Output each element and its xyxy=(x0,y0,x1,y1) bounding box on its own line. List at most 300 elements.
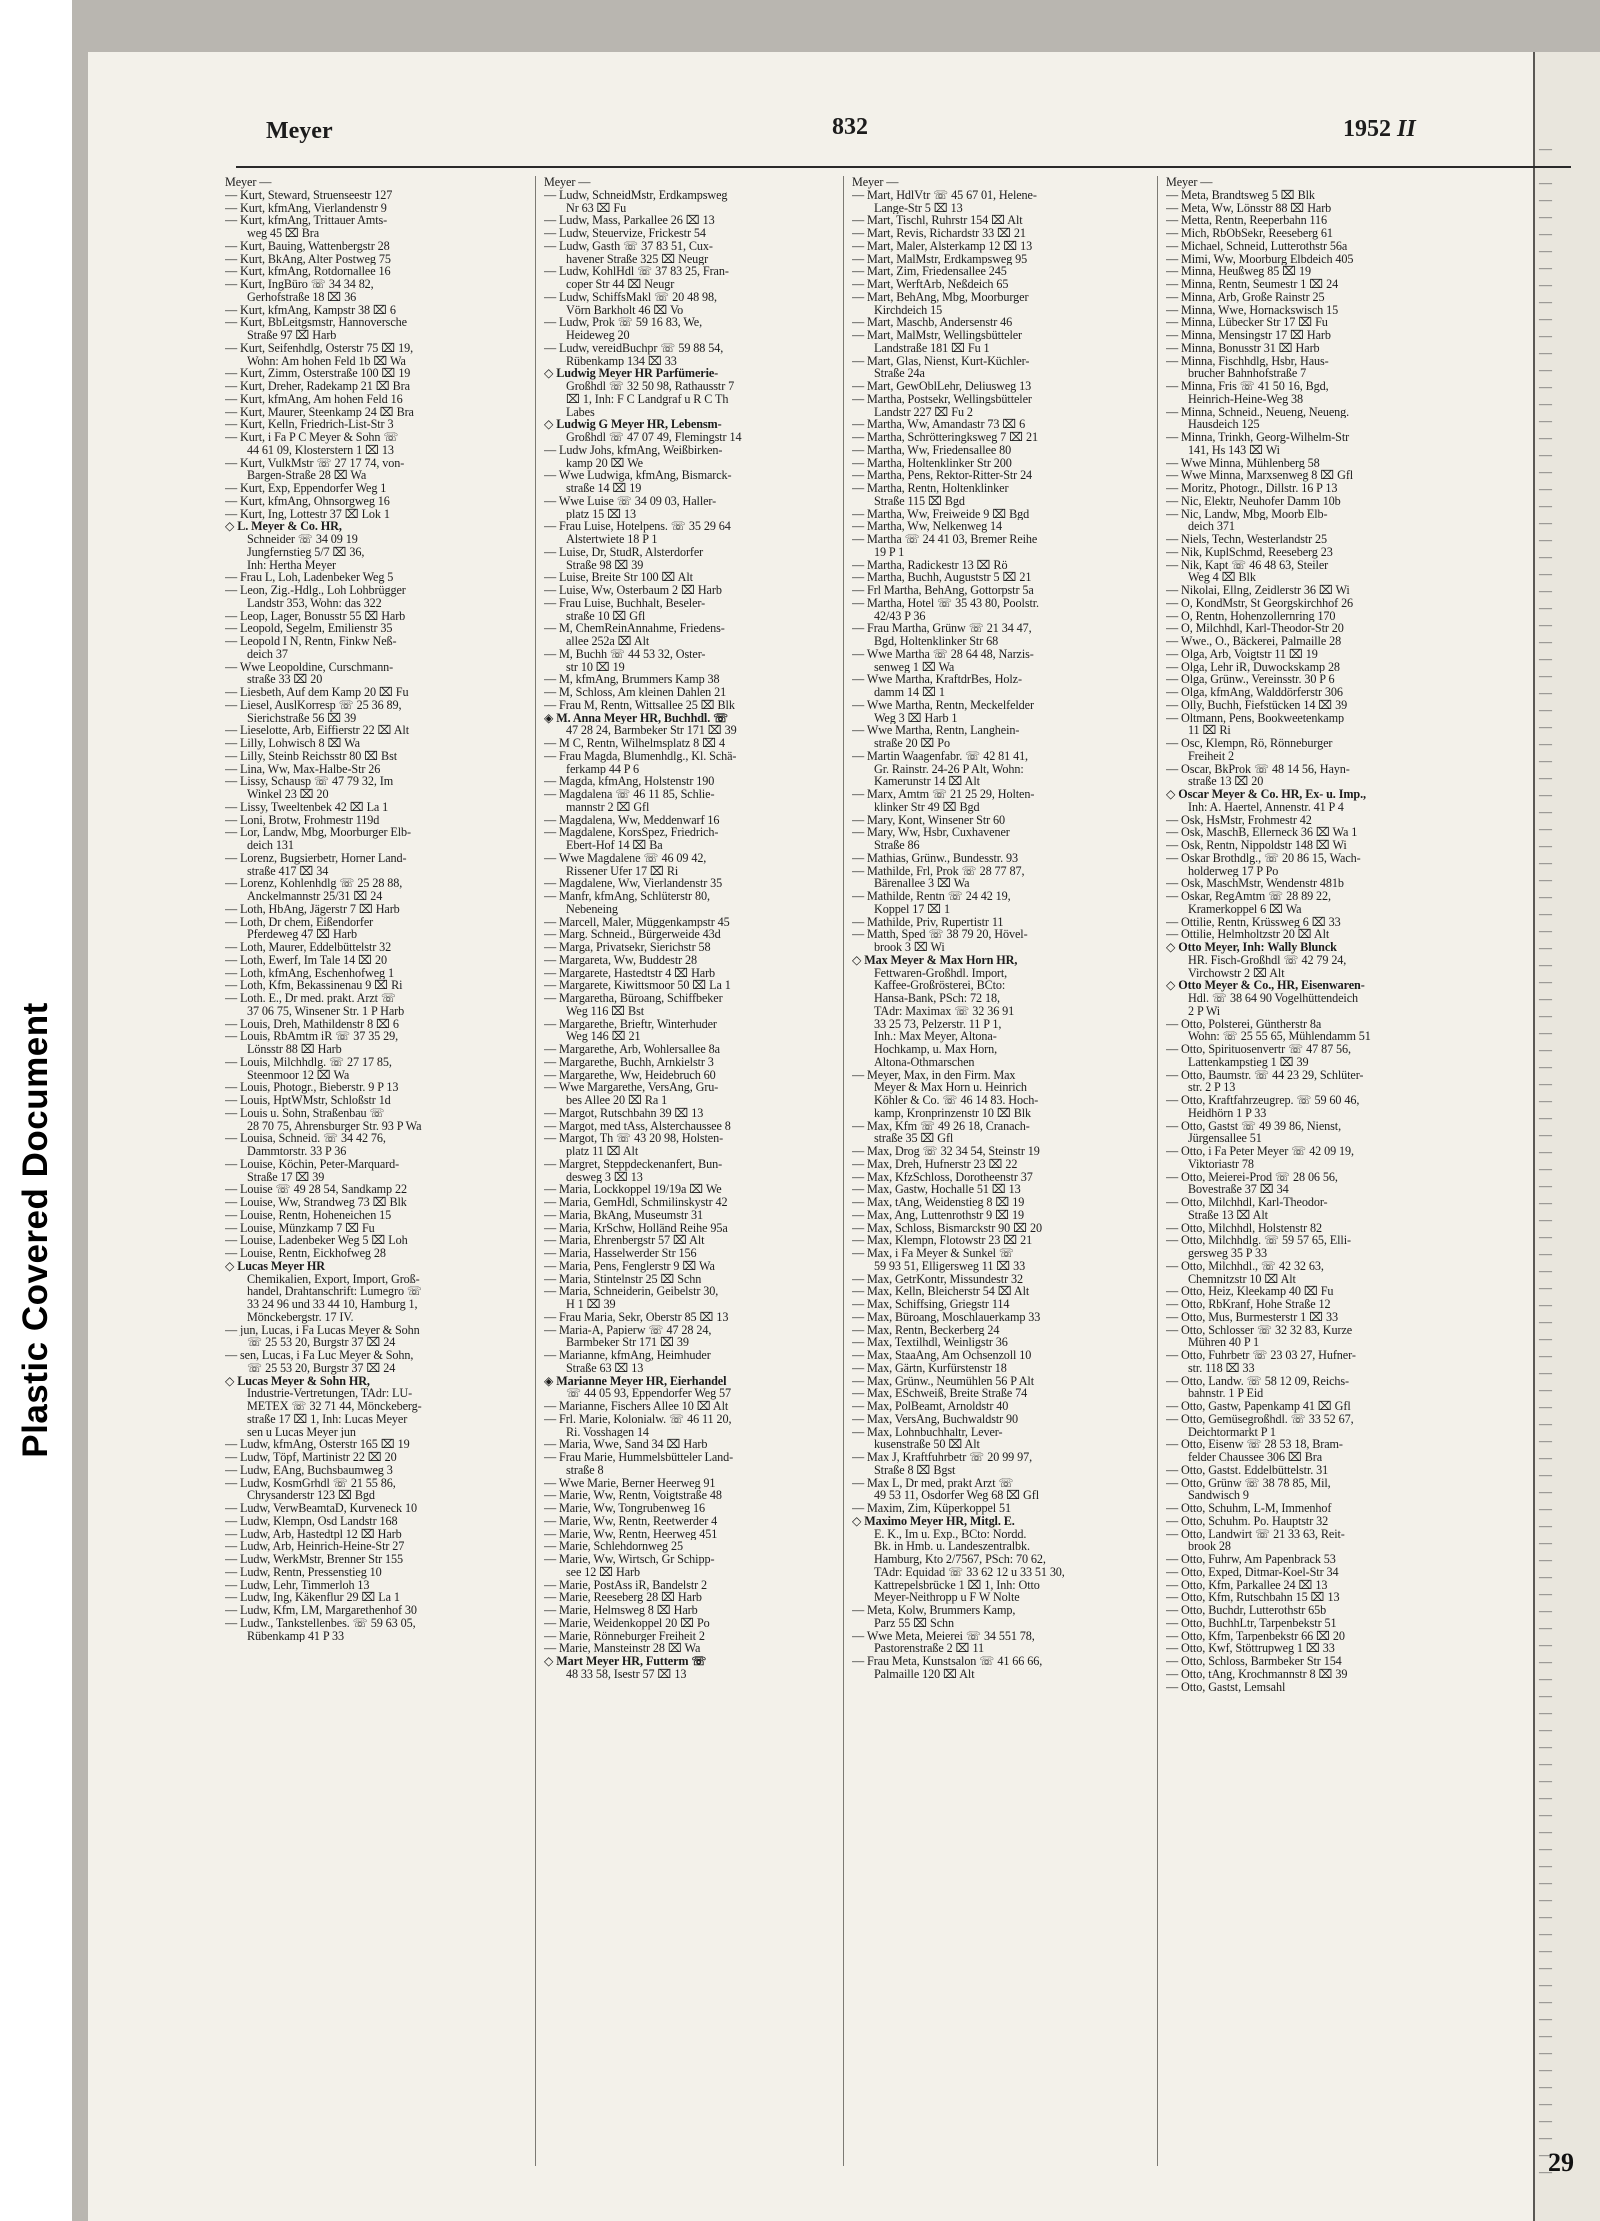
directory-entry-line: — Louise, Ladenbeker Weg 5 ⌧ Loh xyxy=(225,1234,408,1247)
adjacent-page-text-fragment: — xyxy=(1539,1144,1552,1159)
directory-entry-line: 28 70 75, Ahrensburger Str. 93 P Wa xyxy=(247,1119,422,1133)
directory-entry-line: Koppel 17 ⌧ 1 xyxy=(874,902,951,916)
directory-entry-line: — Ottilie, Rentn, Krüssweg 6 ⌧ 33 xyxy=(1166,915,1341,929)
directory-entry-line: ⌧ 1, Inh: F C Landgraf u R C Th xyxy=(566,392,729,406)
directory-entry-line: — Louis, Dreh, Mathildenstr 8 ⌧ 6 xyxy=(225,1017,399,1031)
adjacent-page-text-fragment: — xyxy=(1539,804,1552,819)
adjacent-page-text-fragment: — xyxy=(1539,141,1552,156)
directory-entry-line: allee 252a ⌧ Alt xyxy=(566,635,650,648)
directory-entry-line: — O, KondMstr, St Georgskirchhof 26 xyxy=(1166,596,1354,610)
adjacent-page-text-fragment: — xyxy=(1539,974,1552,989)
directory-entry-line: — Louise ☏ 49 28 54, Sandkamp 22 xyxy=(225,1183,407,1196)
directory-entry-line: — Kurt, Dreher, Radekamp 21 ⌧ Bra xyxy=(225,380,410,393)
directory-entry-line: Lattenkampstieg 1 ⌧ 39 xyxy=(1188,1055,1309,1069)
directory-entry-line: kusenstraße 50 ⌧ Alt xyxy=(874,1438,980,1451)
directory-entry-line: — Margot, med tAss, Alsterchaussee 8 xyxy=(544,1119,731,1133)
directory-entry-line: — Maria, Hasselwerder Str 156 xyxy=(544,1247,697,1260)
directory-entry-line: — Leopold, Segelm, Emilienstr 35 xyxy=(225,622,393,635)
adjacent-page-text-fragment: — xyxy=(1539,770,1552,785)
directory-entry-line: Straße 13 ⌧ Alt xyxy=(1188,1208,1268,1222)
directory-entry-line: — Wwe Margarethe, VersAng, Gru- xyxy=(544,1081,719,1094)
directory-entry-line: — Louise, Münzkamp 7 ⌧ Fu xyxy=(225,1221,375,1235)
directory-entry-line: — Ludw Johs, kfmAng, Weißbirken- xyxy=(544,443,723,457)
adjacent-page-text-fragment: — xyxy=(1539,855,1552,870)
directory-entry-line: — Nik, KuplSchmd, Reeseberg 23 xyxy=(1166,545,1333,559)
directory-entry-line: desweg 3 ⌧ 13 xyxy=(566,1170,643,1184)
adjacent-page-text-fragment: — xyxy=(1539,991,1552,1006)
directory-entry-line: — Lor, Landw, Mbg, Moorburger Elb- xyxy=(225,826,411,839)
directory-entry-line: — Martin Waagenfabr. ☏ 42 81 41, xyxy=(852,749,1029,763)
directory-entry-line: — Leopold I N, Rentn, Finkw Neß- xyxy=(225,635,397,648)
directory-entry-line: — Margareta, Ww, Buddestr 28 xyxy=(544,953,698,967)
directory-entry-line: — Otto, Kfm, Rutschbahn 15 ⌧ 13 xyxy=(1166,1591,1340,1604)
directory-entry-line: 48 33 58, Isestr 57 ⌧ 13 xyxy=(566,1667,687,1681)
directory-entry-line: — Max, Kelln, Bleicherstr 54 ⌧ Alt xyxy=(852,1285,1030,1298)
directory-entry-line: — M, Buchh ☏ 44 53 32, Oster- xyxy=(544,647,706,661)
directory-entry-line: ◈ M. Anna Meyer HR, Buchhdl. ☏ xyxy=(544,711,729,725)
directory-entry-line: Lange-Str 5 ⌧ 13 xyxy=(874,201,963,215)
directory-entry-line: Straße 8 ⌧ Bgst xyxy=(874,1463,956,1477)
adjacent-page-text-fragment: — xyxy=(1539,2062,1552,2077)
directory-entry-line: Virchowstr 2 ⌧ Alt xyxy=(1188,966,1285,980)
adjacent-page-text-fragment: — xyxy=(1539,1348,1552,1363)
directory-entry-line: — Otto, Exped, Ditmar-Koel-Str 34 xyxy=(1166,1565,1339,1579)
directory-entry-line: handel, Drahtanschrift: Lumegro ☏ xyxy=(247,1285,423,1298)
adjacent-page-text-fragment: — xyxy=(1539,1008,1552,1023)
adjacent-page-text-fragment: — xyxy=(1539,1246,1552,1261)
directory-entry-line: — Kurt, Zimm, Osterstraße 100 ⌧ 19 xyxy=(225,367,411,380)
adjacent-page-text-fragment: — xyxy=(1539,2079,1552,2094)
directory-entry-line: Hamburg, Kto 2/7567, PSch: 70 62, xyxy=(874,1553,1046,1566)
directory-entry-line: Deichtormarkt P 1 xyxy=(1188,1425,1276,1439)
directory-entry-line: — Otto, Schuhm, L-M, Immenhof xyxy=(1166,1502,1332,1515)
directory-entry-line: — Louise, Ww, Strandweg 73 ⌧ Blk xyxy=(225,1196,407,1209)
directory-entry-line: straße 13 ⌧ 20 xyxy=(1188,775,1264,788)
directory-entry-line: — Minna, Fischhdlg, Hsbr, Haus- xyxy=(1166,354,1329,368)
directory-entry-line: — Ludw, SchiffsMakl ☏ 20 48 98, xyxy=(544,290,717,304)
adjacent-page-text-fragment: — xyxy=(1539,872,1552,887)
adjacent-page-text-fragment: — xyxy=(1539,1059,1552,1074)
directory-entry-line: — Max, i Fa Meyer & Sunkel ☏ xyxy=(852,1247,1015,1260)
directory-entry-line: ◇ Lucas Meyer & Sohn HR, xyxy=(225,1374,370,1388)
adjacent-page-text-fragment: — xyxy=(1539,2164,1552,2179)
directory-entry-line: 33 25 73, Pelzerstr. 11 P 1, xyxy=(874,1017,1002,1031)
directory-entry-line: — Ludw, Mass, Parkallee 26 ⌧ 13 xyxy=(544,214,715,227)
adjacent-page-text-fragment: — xyxy=(1539,209,1552,224)
directory-entry-line: straße 10 ⌧ Gfl xyxy=(566,609,646,623)
adjacent-page-text-fragment: — xyxy=(1539,1586,1552,1601)
adjacent-page-text-fragment: — xyxy=(1539,1484,1552,1499)
directory-entry-line: — Marie, Rönneburger Freiheit 2 xyxy=(544,1629,705,1643)
directory-entry-line: straße 20 ⌧ Po xyxy=(874,737,950,750)
directory-entry-line: ◇ Lucas Meyer HR xyxy=(225,1259,325,1273)
directory-entry-line: Kamerunstr 14 ⌧ Alt xyxy=(874,775,980,788)
directory-entry-line: Palmaille 120 ⌧ Alt xyxy=(874,1667,975,1681)
directory-entry-line: Großhdl ☏ 32 50 98, Rathausstr 7 xyxy=(566,380,735,393)
directory-entry-line: — Ludw, vereidBuchpr ☏ 59 88 54, xyxy=(544,341,724,355)
adjacent-page-text-fragment: — xyxy=(1539,1569,1552,1584)
directory-entry-line: Weg 3 ⌧ Harb 1 xyxy=(874,711,958,725)
directory-entry-line: — Otto, Kfm, Parkallee 24 ⌧ 13 xyxy=(1166,1578,1328,1592)
adjacent-page-text-fragment: — xyxy=(1539,1501,1552,1516)
directory-entry-line: — Marx, Amtm ☏ 21 25 29, Holten- xyxy=(852,788,1035,801)
adjacent-page-text-fragment: — xyxy=(1539,1858,1552,1873)
directory-entry-line: Heidhörn 1 P 33 xyxy=(1188,1106,1267,1120)
directory-entry-line: — Meyer, Max, in den Firm. Max xyxy=(852,1068,1016,1082)
directory-entry-line: — Max, Kfm ☏ 49 26 18, Cranach- xyxy=(852,1119,1030,1133)
directory-entry-line: brucher Bahnhofstraße 7 xyxy=(1188,367,1307,380)
adjacent-page-text-fragment: — xyxy=(1539,1909,1552,1924)
directory-entry-line: havener Straße 325 ⌧ Neugr xyxy=(566,252,709,266)
directory-entry-line: — Loth, kfmAng, Eschenhofweg 1 xyxy=(225,966,394,980)
directory-entry-line: — Frau Luise, Hotelpens. ☏ 35 29 64 xyxy=(544,520,731,533)
adjacent-page-text-fragment: — xyxy=(1539,1535,1552,1550)
header-volume: II xyxy=(1397,116,1416,142)
directory-entry-line: — Max J, Kraftfuhrbetr ☏ 20 99 97, xyxy=(852,1451,1033,1464)
directory-entry-line: — Mart, HdlVtr ☏ 45 67 01, Helene- xyxy=(852,188,1037,202)
directory-entry-line: Steenmoor 12 ⌧ Wa xyxy=(247,1068,350,1082)
directory-entry-line: — Nic, Landw, Mbg, Moorb Elb- xyxy=(1166,507,1328,521)
directory-entry-line: — Maria, Ehrenbergstr 57 ⌧ Alt xyxy=(544,1234,705,1247)
directory-entry-line: ◇ Mart Meyer HR, Futterm ☏ xyxy=(544,1655,707,1668)
directory-entry-line: Rübenkamp 134 ⌧ 33 xyxy=(566,354,677,368)
directory-column-3 xyxy=(843,176,1162,2166)
directory-entry-line: — Marie, Ww, Rentn, Heerweg 451 xyxy=(544,1527,718,1541)
directory-entry-line: straße 8 xyxy=(566,1463,604,1477)
directory-entry-line: Gerhofstraße 18 ⌧ 36 xyxy=(247,290,357,304)
directory-entry-line: 42/43 P 36 xyxy=(874,609,926,623)
directory-entry-line: — Olga, Arb, Voigtstr 11 ⌧ 19 xyxy=(1166,647,1318,661)
directory-entry-line: Viktoriastr 78 xyxy=(1188,1157,1254,1171)
directory-entry-line: straße 14 ⌧ 19 xyxy=(566,482,642,495)
directory-entry-line: Wohn: ☏ 25 55 65, Mühlendamm 51 xyxy=(1188,1030,1371,1043)
directory-entry-line: — Margot, Rutschbahn 39 ⌧ 13 xyxy=(544,1106,704,1120)
directory-entry-line: — Frau Martha, Grünw ☏ 21 34 47, xyxy=(852,622,1032,635)
directory-entry-line: Kattrepelsbrücke 1 ⌧ 1, Inh: Otto xyxy=(874,1578,1040,1592)
directory-entry-line: Schneider ☏ 34 09 19 xyxy=(247,533,358,546)
adjacent-page-strip xyxy=(1533,52,1600,2221)
directory-entry-line: — Magdalena ☏ 46 11 85, Schlie- xyxy=(544,788,715,801)
directory-entry-line: — Max, Rentn, Beckerberg 24 xyxy=(852,1323,1000,1337)
adjacent-page-text-fragment: — xyxy=(1539,549,1552,564)
directory-entry-line: Freiheit 2 xyxy=(1188,749,1235,763)
directory-entry-line: Straße 17 ⌧ 39 xyxy=(247,1170,325,1184)
directory-entry-line: — Martha, Ww, Nelkenweg 14 xyxy=(852,520,1003,533)
adjacent-page-text-fragment: — xyxy=(1539,1688,1552,1703)
directory-entry-line: — Otto, Milchhdl, Holstenstr 82 xyxy=(1166,1221,1323,1235)
directory-entry-line: — Mary, Ww, Hsbr, Cuxhavener xyxy=(852,826,1010,839)
directory-entry-line: — Frau Magda, Blumenhdlg., Kl. Schä- xyxy=(544,749,737,763)
directory-entry-line: — Otto, Milchhdl, Karl-Theodor- xyxy=(1166,1196,1328,1209)
adjacent-page-text-fragment: — xyxy=(1539,651,1552,666)
directory-entry-line: — Nic, Elektr, Neuhofer Damm 10b xyxy=(1166,494,1341,508)
directory-entry-line: — Niels, Techn, Westerlandstr 25 xyxy=(1166,533,1328,546)
directory-entry-line: — Wwe Martha, Rentn, Langhein- xyxy=(852,724,1020,737)
directory-entry-line: — sen, Lucas, i Fa Luc Meyer & Sohn, xyxy=(225,1349,414,1362)
directory-entry-line: — Otto, Gemüsegroßhdl. ☏ 33 52 67, xyxy=(1166,1412,1354,1426)
directory-entry-line: — Meta, Kolw, Brummers Kamp, xyxy=(852,1604,1016,1617)
directory-entry-line: TAdr: Equidad ☏ 33 62 12 u 33 51 30, xyxy=(874,1565,1065,1579)
directory-entry-line: — Olly, Buchh, Fiefstücken 14 ⌧ 39 xyxy=(1166,698,1348,712)
directory-entry-line: coper Str 44 ⌧ Neugr xyxy=(566,278,675,291)
directory-entry-line: — Moritz, Photogr., Dillstr. 16 P 13 xyxy=(1166,482,1338,495)
directory-entry-line: ◇ Ludwig Meyer HR Parfümerie- xyxy=(544,367,719,380)
directory-entry-line: — Loth, Dr chem, Eißendorfer xyxy=(225,915,374,929)
directory-entry-line: — Marie, Ww, Rentn, Reetwerder 4 xyxy=(544,1514,718,1528)
header-year-value: 1952 xyxy=(1343,116,1391,142)
directory-entry-line: weg 45 ⌧ Bra xyxy=(247,227,320,240)
directory-entry-line: — Nikolai, Ellng, Zeidlerstr 36 ⌧ Wi xyxy=(1166,584,1350,597)
adjacent-page-text-fragment: — xyxy=(1539,447,1552,462)
directory-entry-line: Meyer — xyxy=(1166,176,1213,189)
directory-entry-line: — Mart, Zim, Friedensallee 245 xyxy=(852,265,1007,278)
directory-entry-line: — Kurt, kfmAng, Rotdornallee 16 xyxy=(225,265,391,278)
adjacent-page-text-fragment: — xyxy=(1539,1603,1552,1618)
directory-entry-line: — Otto, Schuhm. Po. Hauptstr 32 xyxy=(1166,1514,1329,1528)
directory-entry-line: — Marianne, Fischers Allee 10 ⌧ Alt xyxy=(544,1400,729,1413)
directory-entry-line: — Martha ☏ 24 41 03, Bremer Reihe xyxy=(852,533,1038,546)
directory-entry-line: — Ludw, Rentn, Pressenstieg 10 xyxy=(225,1565,382,1579)
adjacent-page-text-fragment: — xyxy=(1539,1960,1552,1975)
directory-entry-line: — Loth, HbAng, Jägerstr 7 ⌧ Harb xyxy=(225,902,400,916)
directory-entry-line: — Luise, Ww, Osterbaum 2 ⌧ Harb xyxy=(544,584,722,597)
directory-entry-line: Straße 98 ⌧ 39 xyxy=(566,558,644,572)
adjacent-page-text-fragment: — xyxy=(1539,1790,1552,1805)
directory-entry-line: 11 ⌧ Ri xyxy=(1188,724,1231,737)
directory-entry-line: ◈ Marianne Meyer HR, Eierhandel xyxy=(544,1374,727,1388)
directory-entry-line: — Maria, Pens, Fenglerstr 9 ⌧ Wa xyxy=(544,1259,715,1273)
directory-entry-line: — Marie, Helmsweg 8 ⌧ Harb xyxy=(544,1604,698,1617)
directory-entry-line: ◇ Ludwig G Meyer HR, Lebensm- xyxy=(544,418,722,431)
directory-entry-line: — Meta, Ww, Lönsstr 88 ⌧ Harb xyxy=(1166,201,1332,215)
directory-entry-line: Straße 24a xyxy=(874,367,925,380)
directory-entry-line: — Marie, Ww, Wirtsch, Gr Schipp- xyxy=(544,1553,715,1566)
directory-entry-line: Altona-Othmarschen xyxy=(874,1055,975,1069)
directory-entry-line: — Loni, Brotw, Frohmestr 119d xyxy=(225,813,380,827)
page-header xyxy=(170,110,1460,170)
directory-entry-line: — Louis, HptWMstr, Schloßstr 1d xyxy=(225,1094,391,1107)
directory-entry-line: — Ludw, Kfm, LM, Margarethenhof 30 xyxy=(225,1604,417,1617)
directory-entry-line: Lönsstr 88 ⌧ Harb xyxy=(247,1043,342,1056)
directory-entry-line: — Mart, WerftArb, Neßdeich 65 xyxy=(852,278,1009,291)
sidebar-label: Plastic Covered Document xyxy=(16,1002,55,1458)
directory-entry-line: — Max, KfzSchloss, Dorotheenstr 37 xyxy=(852,1170,1033,1184)
directory-entry-line: — Otto, Fuhrbetr ☏ 23 03 27, Hufner- xyxy=(1166,1349,1356,1362)
adjacent-page-text-fragment: — xyxy=(1539,753,1552,768)
directory-entry-line: — Max, Dreh, Hufnerstr 23 ⌧ 22 xyxy=(852,1157,1018,1171)
directory-entry-line: — Ludw, kfmAng, Osterstr 165 ⌧ 19 xyxy=(225,1438,410,1451)
adjacent-page-text-fragment: — xyxy=(1539,481,1552,496)
directory-entry-line: Winkel 23 ⌧ 20 xyxy=(247,788,329,801)
directory-entry-line: — Marie, Schlehdornweg 25 xyxy=(544,1540,683,1553)
directory-entry-line: — Kurt, Ing, Lottestr 37 ⌧ Lok 1 xyxy=(225,507,390,521)
directory-entry-line: — Max L, Dr med, prakt Arzt ☏ xyxy=(852,1476,1014,1490)
adjacent-page-text-fragment: — xyxy=(1539,1433,1552,1448)
directory-entry-line: — Oscar, BkProk ☏ 48 14 56, Hayn- xyxy=(1166,762,1350,776)
directory-entry-line: kamp 20 ⌧ We xyxy=(566,456,643,470)
directory-entry-line: — Marie, PostAss iR, Bandelstr 2 xyxy=(544,1578,708,1592)
directory-entry-line: Mühren 40 P 1 xyxy=(1188,1336,1260,1349)
directory-entry-line: — Frau M, Rentn, Wittsallee 25 ⌧ Blk xyxy=(544,698,735,712)
adjacent-page-text-fragment: — xyxy=(1539,1314,1552,1329)
directory-entry-line: Anckelmannstr 25/31 ⌧ 24 xyxy=(247,890,383,903)
directory-entry-line: sen u Lucas Meyer jun xyxy=(247,1425,356,1439)
directory-entry-line: Jürgensallee 51 xyxy=(1188,1132,1262,1145)
adjacent-page-text-fragment: — xyxy=(1539,294,1552,309)
directory-entry-line: — Olga, Grünw., Vereinsstr. 30 P 6 xyxy=(1166,673,1335,686)
directory-entry-line: deich 131 xyxy=(247,839,294,852)
directory-entry-line: — Magda, kfmAng, Holstenstr 190 xyxy=(544,775,715,788)
directory-entry-line: Weg 116 ⌧ Bst xyxy=(566,1004,645,1018)
directory-entry-line: — Marie, Reeseberg 28 ⌧ Harb xyxy=(544,1591,702,1604)
directory-entry-line: — Ludw, Lehr, Timmerloh 13 xyxy=(225,1578,370,1592)
adjacent-page-text-fragment: — xyxy=(1539,1297,1552,1312)
directory-entry-line: Meyer — xyxy=(852,176,899,189)
adjacent-page-text-fragment: — xyxy=(1539,668,1552,683)
directory-entry-line: — Maria, Wwe, Sand 34 ⌧ Harb xyxy=(544,1438,708,1451)
directory-entry-line: — Mathilde, Priv, Rupertistr 11 xyxy=(852,915,1004,929)
directory-entry-line: — Lissy, Schausp ☏ 47 79 32, Im xyxy=(225,775,394,788)
directory-entry-line: — jun, Lucas, i Fa Lucas Meyer & Sohn xyxy=(225,1323,420,1337)
directory-entry-line: Meyer & Max Horn u. Heinrich xyxy=(874,1081,1027,1094)
directory-entry-line: — Olga, kfmAng, Walddörferstr 306 xyxy=(1166,686,1343,699)
directory-entry-line: — Otto, Landw. ☏ 58 12 09, Reichs- xyxy=(1166,1374,1350,1388)
directory-entry-line: Industrie-Vertretungen, TAdr: LU- xyxy=(247,1387,413,1400)
directory-entry-line: — Oskar Brothdlg., ☏ 20 86 15, Wach- xyxy=(1166,851,1361,865)
directory-entry-line: — Osc, Klempn, Rö, Rönneburger xyxy=(1166,737,1333,750)
directory-entry-line: Labes xyxy=(566,405,595,419)
directory-entry-line: — Ottilie, Helmholtzstr 20 ⌧ Alt xyxy=(1166,928,1330,941)
directory-entry-line: — Otto, Spirituosenvertr ☏ 47 87 56, xyxy=(1166,1043,1351,1056)
directory-entry-line: str. 2 P 13 xyxy=(1188,1081,1236,1094)
directory-entry-line: str. 118 ⌧ 33 xyxy=(1188,1361,1255,1375)
directory-entry-line: Landstr 227 ⌧ Fu 2 xyxy=(874,405,973,419)
directory-entry-line: Meyer — xyxy=(544,176,591,189)
adjacent-page-text-fragment: — xyxy=(1539,498,1552,513)
directory-entry-line: — Otto, tAng, Krochmannstr 8 ⌧ 39 xyxy=(1166,1667,1348,1681)
directory-entry-line: — Max, Schloss, Bismarckstr 90 ⌧ 20 xyxy=(852,1221,1042,1235)
directory-entry-line: — Otto, Buchdr, Lutterothstr 65b xyxy=(1166,1604,1327,1617)
directory-entry-line: — Ludw, Ing, Käkenflur 29 ⌧ La 1 xyxy=(225,1591,400,1604)
directory-entry-line: Bgd, Holtenklinker Str 68 xyxy=(874,635,999,648)
directory-entry-line: — Louis, Photogr., Bieberstr. 9 P 13 xyxy=(225,1081,399,1094)
directory-entry-line: ☏ 25 53 20, Burgstr 37 ⌧ 24 xyxy=(247,1361,396,1375)
directory-entry-line: Hdl. ☏ 38 64 90 Vogelhüttendeich xyxy=(1188,992,1359,1005)
directory-entry-line: — Margarethe, Ww, Heidebruch 60 xyxy=(544,1068,716,1082)
directory-entry-line: — Margret, Steppdeckenanfert, Bun- xyxy=(544,1157,723,1171)
directory-entry-line: — Martha, Ww, Freiweide 9 ⌧ Bgd xyxy=(852,507,1030,521)
directory-entry-line: Straße 97 ⌧ Harb xyxy=(247,329,337,342)
directory-entry-line: platz 15 ⌧ 13 xyxy=(566,507,636,521)
directory-entry-line: — Lieselotte, Arb, Eiffierstr 22 ⌧ Alt xyxy=(225,724,409,737)
directory-entry-line: — Otto, BuchhLtr, Tarpenbekstr 51 xyxy=(1166,1616,1337,1630)
directory-entry-line: Sandwisch 9 xyxy=(1188,1489,1249,1502)
directory-entry-line: — Ludw, WerkMstr, Brenner Str 155 xyxy=(225,1553,404,1566)
adjacent-page-text-fragment: — xyxy=(1539,2130,1552,2145)
directory-entry-line: — Wwe Martha ☏ 28 64 48, Narzis- xyxy=(852,647,1034,661)
directory-entry-line: Bargen-Straße 28 ⌧ Wa xyxy=(247,469,367,482)
directory-entry-line: — Mart, GewOblLehr, Deliusweg 13 xyxy=(852,380,1032,393)
directory-entry-line: brook 3 ⌧ Wi xyxy=(874,941,945,954)
directory-entry-line: — Minna, Wwe, Hornackswisch 15 xyxy=(1166,303,1339,317)
directory-entry-line: — Mathilde, Rentn ☏ 24 42 19, xyxy=(852,890,1011,903)
directory-entry-line: — Michael, Schneid, Lutterothstr 56a xyxy=(1166,239,1348,253)
directory-entry-line: — Otto, Grünw ☏ 38 78 85, Mil, xyxy=(1166,1476,1331,1490)
directory-entry-line: Bk. in Hmb. u. Landeszentralbk. xyxy=(874,1540,1030,1553)
directory-entry-line: — Louis, RbAmtm iR ☏ 37 35 29, xyxy=(225,1030,399,1043)
directory-entry-line: Hochkamp, u. Max Horn, xyxy=(874,1043,998,1056)
directory-entry-line: — Kurt, IngBüro ☏ 34 34 82, xyxy=(225,278,374,291)
adjacent-page-text-fragment: — xyxy=(1539,277,1552,292)
directory-entry-line: Dammtorstr. 33 P 36 xyxy=(247,1145,347,1158)
directory-entry-line: — Kurt, Exp, Eppendorfer Weg 1 xyxy=(225,482,387,495)
adjacent-page-text-fragment: — xyxy=(1539,1093,1552,1108)
directory-entry-line: — Marga, Privatsekr, Sierichstr 58 xyxy=(544,941,711,954)
directory-entry-line: — Mary, Kont, Winsener Str 60 xyxy=(852,813,1005,827)
directory-entry-line: — Otto, Mus, Burmesterstr 1 ⌧ 33 xyxy=(1166,1310,1338,1324)
adjacent-page-text-fragment: — xyxy=(1539,243,1552,258)
directory-entry-line: — Martha, Pens, Rektor-Ritter-Str 24 xyxy=(852,469,1033,482)
directory-entry-line: Inh: Hertha Meyer xyxy=(247,558,336,572)
directory-entry-line: — Marie, Ww, Tongrubenweg 16 xyxy=(544,1502,705,1515)
adjacent-page-text-fragment: — xyxy=(1539,1382,1552,1397)
adjacent-page-text-fragment: — xyxy=(1539,1824,1552,1839)
directory-entry-line: — Ludw, Arb, Heinrich-Heine-Str 27 xyxy=(225,1540,405,1553)
header-page-number: 832 xyxy=(832,114,868,140)
directory-entry-line: see 12 ⌧ Harb xyxy=(566,1565,640,1579)
directory-entry-line: — Otto, Gastw, Papenkamp 41 ⌧ Gfl xyxy=(1166,1400,1351,1413)
directory-entry-line: — Louise, Köchin, Peter-Marquard- xyxy=(225,1157,400,1171)
directory-entry-line: Heinrich-Heine-Weg 38 xyxy=(1188,392,1304,406)
directory-entry-line: — Wwe., O., Bäckerei, Palmaille 28 xyxy=(1166,635,1342,648)
directory-entry-line: Kramerkoppel 6 ⌧ Wa xyxy=(1188,902,1302,916)
directory-entry-line: — Maria, GemHdl, Schmilinskystr 42 xyxy=(544,1196,728,1209)
directory-entry-line: — Marg. Schneid., Bürgerweide 43d xyxy=(544,928,721,941)
directory-entry-line: — M, ChemReinAnnahme, Friedens- xyxy=(544,622,725,635)
directory-entry-line: HR. Fisch-Großhdl ☏ 42 79 24, xyxy=(1188,953,1347,967)
directory-entry-line: — Martha, Hotel ☏ 35 43 80, Poolstr. xyxy=(852,596,1039,610)
directory-entry-line: — Martha, Radickestr 13 ⌧ Rö xyxy=(852,558,1008,572)
adjacent-page-text-fragment: — xyxy=(1539,600,1552,615)
directory-entry-line: — Minna, Lübecker Str 17 ⌧ Fu xyxy=(1166,316,1328,329)
directory-entry-line: — Martha, Ww, Amandastr 73 ⌧ 6 xyxy=(852,418,1026,431)
adjacent-page-text-fragment: — xyxy=(1539,889,1552,904)
directory-entry-line: — Kurt, BbLeitgsmstr, Hannoversche xyxy=(225,316,407,329)
adjacent-page-text-fragment: — xyxy=(1539,1773,1552,1788)
directory-entry-line: — Otto, Schlosser ☏ 32 32 83, Kurze xyxy=(1166,1323,1353,1337)
directory-entry-line: 44 61 09, Klosterstern 1 ⌧ 13 xyxy=(247,443,394,457)
directory-entry-line: — Kurt, Maurer, Steenkamp 24 ⌧ Bra xyxy=(225,405,414,419)
adjacent-page-text-fragment: — xyxy=(1539,1977,1552,1992)
adjacent-page-text-fragment: — xyxy=(1539,1229,1552,1244)
directory-entry-line: — Liesel, AuslKorresp ☏ 25 36 89, xyxy=(225,698,402,712)
directory-entry-line: ◇ Otto Meyer & Co., HR, Eisenwaren- xyxy=(1166,979,1365,992)
adjacent-page-text-fragment: — xyxy=(1539,838,1552,853)
directory-entry-line: — Minna, Mensingstr 17 ⌧ Harb xyxy=(1166,329,1331,342)
adjacent-page-text-fragment: — xyxy=(1539,1195,1552,1210)
directory-entry-line: — Louis u. Sohn, Straßenbau ☏ xyxy=(225,1106,385,1120)
directory-entry-line: Meyer — xyxy=(225,176,272,189)
directory-entry-line: — Kurt, Steward, Struenseestr 127 xyxy=(225,188,393,202)
directory-entry-line: bahnstr. 1 P Eid xyxy=(1188,1387,1264,1400)
directory-entry-line: — Mart, Maler, Alsterkamp 12 ⌧ 13 xyxy=(852,239,1033,253)
directory-entry-line: — Otto, Gastst. Eddelbüttelstr. 31 xyxy=(1166,1463,1329,1477)
directory-entry-line: — Ludw, KohlHdl ☏ 37 83 25, Fran- xyxy=(544,265,729,278)
directory-entry-line: — Leon, Zig.-Hdlg., Loh Lohbrügger xyxy=(225,584,406,597)
directory-entry-line: — Mart, MalMstr, Erdkampsweg 95 xyxy=(852,252,1028,266)
directory-entry-line: deich 37 xyxy=(247,647,288,661)
adjacent-page-text-fragment: — xyxy=(1539,1127,1552,1142)
